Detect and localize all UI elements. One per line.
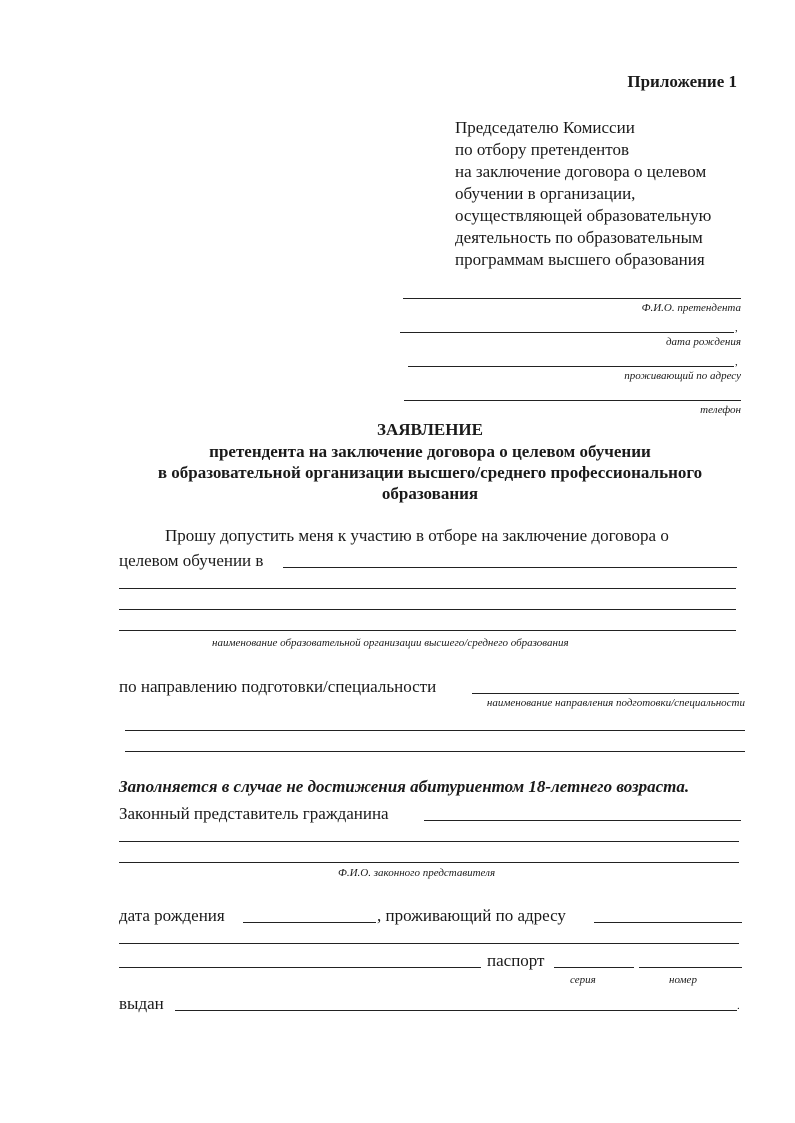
direction-caption: наименование направления подготовки/специальности bbox=[486, 697, 745, 709]
addressee-line: Председателю Комиссии bbox=[455, 118, 635, 137]
applicant-birth-field[interactable] bbox=[400, 332, 734, 333]
rep-address-field[interactable] bbox=[119, 943, 739, 944]
statement-subtitle: в образовательной организации высшего/среднего профессионального bbox=[157, 463, 703, 482]
applicant-address-caption: проживающий по адресу bbox=[624, 370, 741, 382]
representative-prefix: Законный представитель гражданина bbox=[119, 804, 389, 823]
passport-label: паспорт bbox=[487, 951, 545, 970]
organization-field[interactable] bbox=[283, 567, 737, 568]
appendix-label: Приложение 1 bbox=[627, 72, 737, 91]
applicant-address-field[interactable] bbox=[408, 366, 734, 367]
applicant-birth-caption: дата рождения bbox=[665, 336, 741, 348]
representative-field[interactable] bbox=[424, 820, 741, 821]
direction-field[interactable] bbox=[125, 751, 745, 752]
representative-caption: Ф.И.О. законного представителя bbox=[338, 867, 496, 879]
direction-prefix: по направлению подготовки/специальности bbox=[119, 677, 437, 696]
organization-field[interactable] bbox=[119, 588, 736, 589]
organization-field[interactable] bbox=[119, 630, 736, 631]
representative-field[interactable] bbox=[119, 862, 739, 863]
passport-series-field[interactable] bbox=[554, 967, 634, 968]
direction-field[interactable] bbox=[472, 693, 739, 694]
addressee-block bbox=[455, 117, 711, 271]
addressee-line: на заключение договора о целевом bbox=[455, 162, 707, 181]
issued-label: выдан bbox=[119, 994, 164, 1013]
statement-subtitle: претендента на заключение договора о целевом обучении bbox=[209, 442, 651, 461]
comma-mark: , bbox=[735, 356, 738, 368]
direction-field[interactable] bbox=[125, 730, 745, 731]
passport-number-caption: номер bbox=[669, 974, 697, 986]
statement-subtitle: образования bbox=[381, 484, 479, 503]
minor-section-heading: Заполняется в случае не достижения абитуриентом 18-летнего возраста. bbox=[119, 777, 690, 796]
request-text: Прошу допустить меня к участию в отборе на заключение договора о bbox=[165, 526, 669, 545]
addressee-line: деятельность по образовательным bbox=[455, 228, 703, 247]
rep-address-field[interactable] bbox=[594, 922, 742, 923]
applicant-phone-caption: телефон bbox=[700, 404, 741, 416]
organization-field[interactable] bbox=[119, 609, 736, 610]
applicant-phone-field[interactable] bbox=[404, 400, 741, 401]
passport-number-field[interactable] bbox=[639, 967, 742, 968]
addressee-line: по отбору претендентов bbox=[455, 140, 629, 159]
passport-series-caption: серия bbox=[570, 974, 596, 986]
applicant-fio-field[interactable] bbox=[403, 298, 741, 299]
addressee-line: обучении в организации, bbox=[455, 184, 636, 203]
request-text-prefix: целевом обучении в bbox=[119, 551, 264, 570]
rep-birth-prefix: дата рождения bbox=[119, 906, 225, 925]
rep-birth-field[interactable] bbox=[243, 922, 376, 923]
applicant-fio-caption: Ф.И.О. претендента bbox=[641, 302, 741, 314]
addressee-line: программам высшего образования bbox=[455, 250, 705, 269]
comma-mark: , bbox=[735, 322, 738, 334]
statement-title: ЗАЯВЛЕНИЕ bbox=[376, 420, 483, 439]
organization-caption: наименование образовательной организации высшего/среднего образования bbox=[212, 637, 569, 649]
issued-field[interactable] bbox=[175, 1010, 737, 1011]
rep-address-field[interactable] bbox=[119, 967, 481, 968]
representative-field[interactable] bbox=[119, 841, 739, 842]
rep-address-prefix: , проживающий по адресу bbox=[377, 906, 566, 925]
period-mark: . bbox=[737, 1000, 740, 1012]
addressee-line: осуществляющей образовательную bbox=[455, 206, 712, 225]
